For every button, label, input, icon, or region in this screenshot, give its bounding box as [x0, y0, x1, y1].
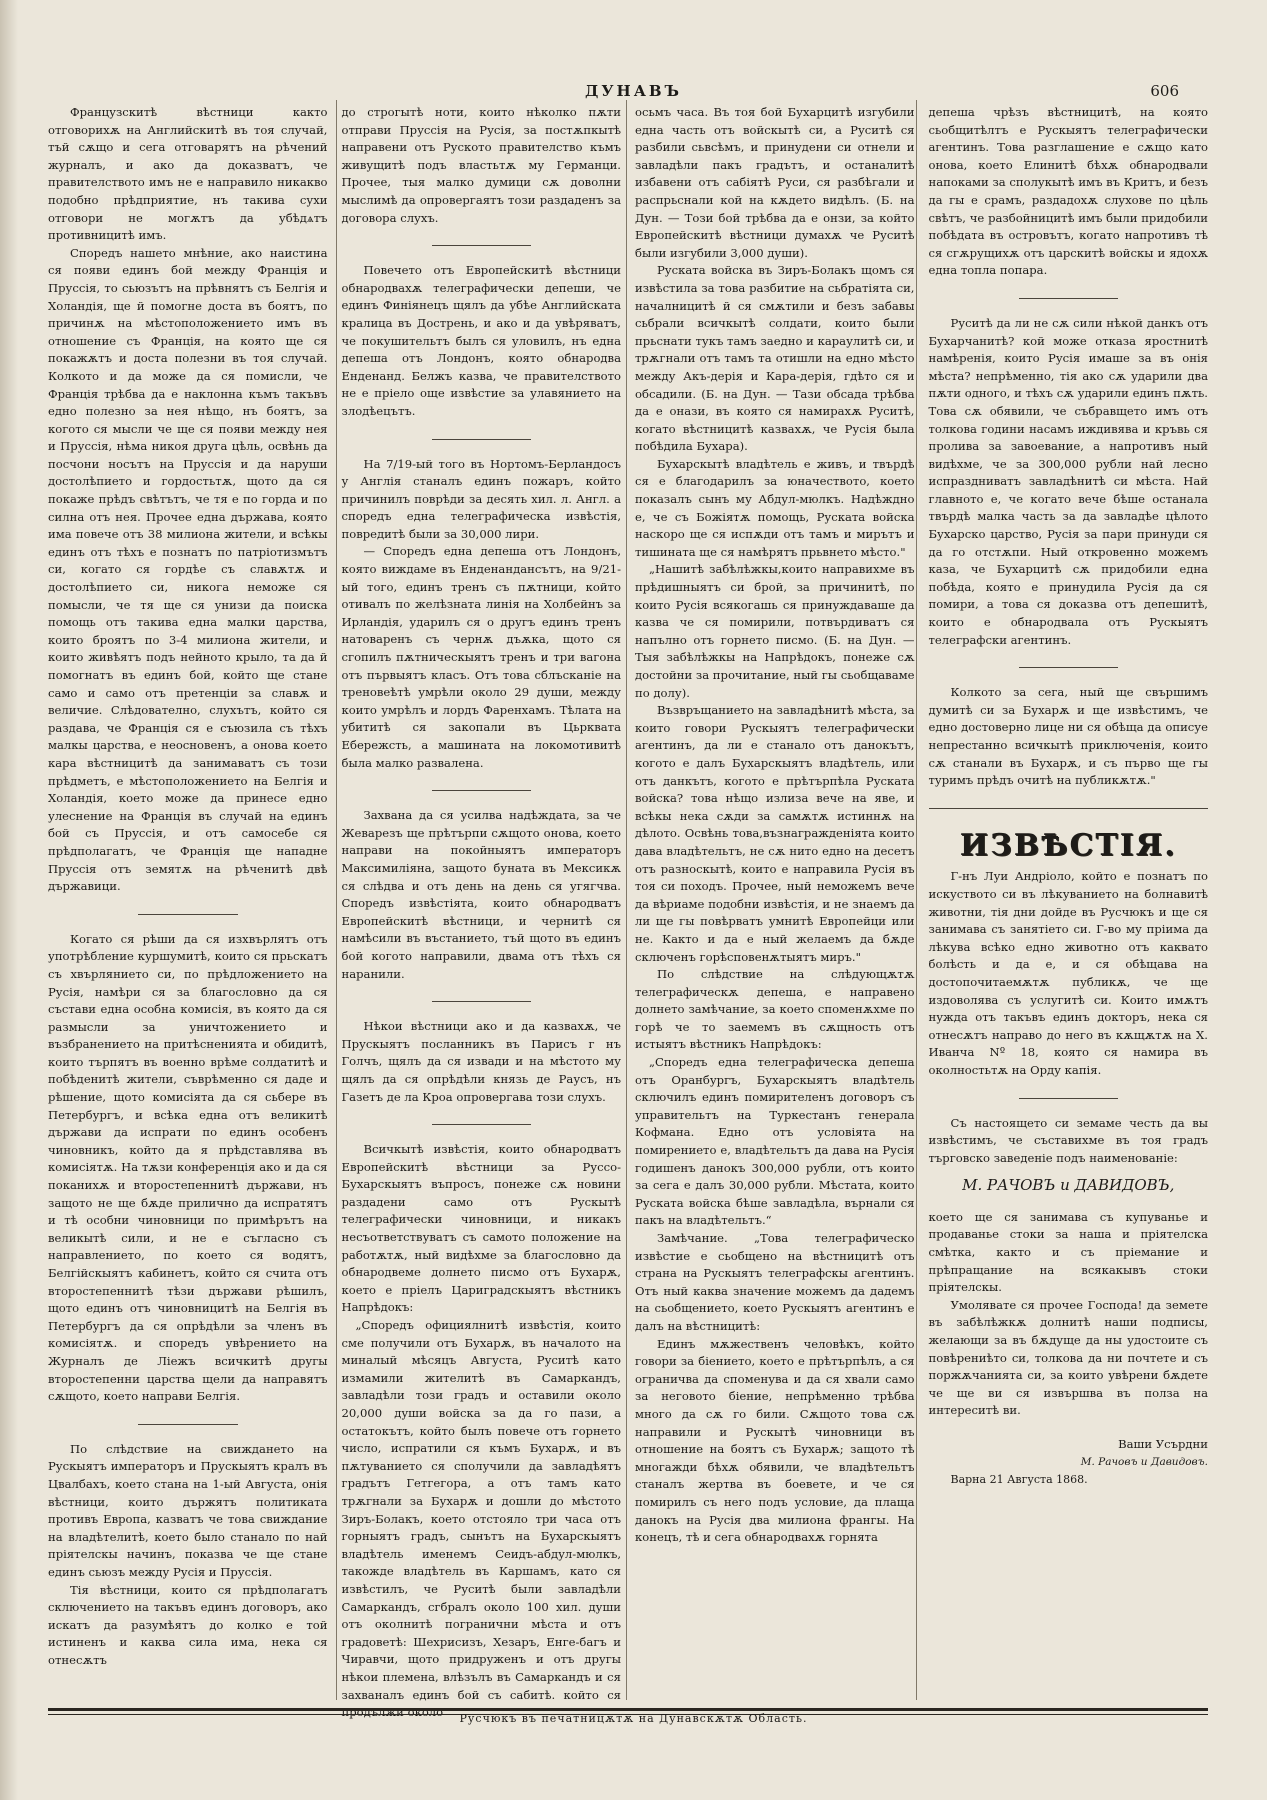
article-paragraph: По слѣдствие на слѣдующѫтѫ телеграфическѫ депеша, е направено долнето замѣчание, за което споменѫхме по горѣ че то заемемъ въ сѫщность отъ истыятъ вѣстникъ Напрѣдокъ: — [635, 967, 915, 1052]
article-paragraph: Единъ мѫжественъ человѣкъ, който говори за біението, което е прѣтърпѣлъ, а ся ограничва да споменува и да ся хвали само за неговото біение, непрѣменно трѣбва много да сѫ го били. Сѫщото това сѫ направили и Рускытѣ чиновници въ отношение на боятъ съ Бухарѫ; защото тѣ многажди бѣхѫ обявили, че владѣтельтъ станалъ жертва въ боевете, и че ся помирилъ съ него подъ условие, да плаща данокъ на Русія два милиона франгы. На конецъ, тѣ и сега обнародвахѫ горнята — [635, 1336, 915, 1545]
dateline: Варна 21 Августа 1868. — [950, 1473, 1088, 1487]
article-paragraph: Руситѣ да ли не сѫ сили нѣкой данкъ отъ Бухарчанитѣ? кой може отказа яростнитѣ намѣренія, които Русія имаше за въ онія мѣста? непрѣменно, тія ако сѫ ударили два пѫти одного, и тѣхъ сѫ ударили единъ пѫть. Това сѫ обявили, че събравщето имъ отъ толкова години насамъ иждивява и кръвь ся пролива за завоевание, а напротивъ ный видѣхме, че за 300,000 рубли най лесно испраздниватъ завладѣнитѣ си мѣста. Най главното е, че когато вече бѣше останала твърдѣ малка часть за да завладѣе цѣлото Бухарско царство, Русія за пари принуди ся да го отстѫпи. Ный откровенно можемъ каза, че Бухарцитѣ сѫ придобили една побѣда, която е принудила Русія да ся помири, а това ся доказва отъ депешитѣ, които е обнародвала отъ Рускыятъ телеграфски агентинъ. — [928, 315, 1208, 647]
article-divider — [138, 1424, 238, 1425]
article-divider — [1019, 298, 1119, 299]
article-paragraph: Повечето отъ Европейскитѣ вѣстници обнародвахѫ телеграфически депеши, че единъ Финіянецъ щялъ да убѣе Английската кралица въ Дострень, и ако и да увѣряватъ, че покушительтъ былъ ся уловилъ, нъ една депеша отъ Лондонъ, която обнародва Енденанд. Белжъ казва, че правителството не е пріело още извѣстие за улавянието на злодѣецътъ. — [341, 263, 621, 418]
printer-imprint: Русчюкъ въ печатницѫтѫ на Дунавскѫтѫ Область. — [459, 1712, 808, 1725]
column-separator — [916, 100, 917, 1700]
section-divider — [929, 808, 1209, 809]
article-divider — [432, 245, 532, 246]
article-paragraph: На 7/19-ый того въ Нортомъ-Берландосъ у Англія станалъ единъ пожаръ, който причинилъ поврѣди за десять хил. л. Англ. а споредъ една телеграфическа извѣстія, повредитѣ были за 30,000 лири. — [341, 456, 621, 541]
article-paragraph: Руската войска въ Зиръ-Болакъ щомъ ся извѣстила за това разбитие на сьбратіята си, началницитѣ й ся смѫтили и безъ забавы сьбрали всичкытѣ солдати, които были прьснати тукъ тамъ заедно и караулитѣ си, и трѫгнали отъ тамъ та отишли на едно мѣсто между Акъ-дерія и Кара-дерія, гдѣто ся и обсадили. (Б. на Дун. — Тази обсада трѣбва да е онази, въ която ся намирахѫ Руситѣ, когато вѣстницитѣ казвахѫ, че Русія была побѣдила Бухара). — [635, 263, 915, 454]
page-fold-shadow — [0, 0, 18, 1800]
column-separator — [336, 100, 337, 1700]
running-head — [48, 82, 1219, 104]
column-separator — [626, 100, 627, 1700]
page-number: 606 — [1150, 82, 1179, 100]
column-1 — [48, 104, 328, 1722]
article-paragraph: По слѣдствие на свиждането на Рускыятъ императоръ и Прускыятъ кралъ въ Цвалбахъ, което стана на 1-ый Августа, онія вѣстници, които държятъ политиката противъ Европа, казватъ че това свиждание на владѣтелитѣ, което было станало по най пріятелскы начинъ, показва че ще стане единъ сьюзъ между Русія и Пруссія. — [48, 1441, 328, 1579]
article-paragraph: — Споредъ една депеша отъ Лондонъ, която виждаме въ Енденандансътъ, на 9/21-ый того, единъ тренъ съ пѫтници, който отивалъ по желѣзната линія на Холбейнъ за Ирландія, ударилъ ся о другъ единъ тренъ натоваренъ съ чернѫ дъѫка, щото ся сгопилъ пѫтническыятъ тренъ и три вагона отъ първыятъ класъ. Отъ това сблъсканіе на треновеѣтѣ умрѣли около 29 души, между които умрѣлъ и лордъ Фаренхамъ. Тѣлата на убититѣ ся закопали въ Цьрквата Ебережсть, а машината на локомотивитѣ была малко развалена. — [341, 544, 621, 770]
article-paragraph: депеша чрѣзъ вѣстницитѣ, на която сьобщитѣлтъ е Рускыятъ телеграфически агентинъ. Това разглашение е сѫщо като онова, което Елинитѣ бѣхѫ обнародвали напоками за сполукытѣ имъ въ Критъ, и безъ да гы е срамъ, раздадохѫ слухове по цѣль свѣтъ, че разбойницитѣ имъ были придобили побѣдата въ островътъ, когато напротивъ тѣ ся сгѫрущихѫ отъ царскитѣ войскы и ядохѫ една топла попара. — [928, 105, 1208, 278]
notice-paragraph: Съ настоящето си земаме честь да вы извѣстимъ, че съставихме въ тоя градъ търговско заведеніе подъ наименованіе: — [928, 1115, 1208, 1165]
article-paragraph: Бухарскытѣ владѣтель е живъ, и твърдѣ ся е благодарилъ за юначеството, което показалъ сынъ му Абдул-мюлкъ. Надѣждно е, че съ Божіятѫ помощь, Руската войска наскоро ще ся испѫди отъ тамъ и мирътъ и тишината ще ся намѣрятъ прьвнето мѣсто." — [635, 456, 915, 559]
article-paragraph: „Споредъ една телеграфическа депеша отъ Оранбургъ, Бухарскыятъ владѣтель сключилъ единъ помирителенъ договоръ съ управительтъ на Туркестанъ генерала Кофмана. Едно отъ условіята на помирението е, владѣтельтъ да дава на Русія годишенъ данокъ 300,000 рубли, отъ които за сега е далъ 30,000 рубли. Мѣстата, които Руската войска бѣше завладѣла, върнали ся пакъ на владѣтельтъ.“ — [635, 1055, 915, 1228]
article-paragraph: Когато ся рѣши да ся изхвърлятъ отъ употрѣбление куршумитѣ, които ся прьскатъ съ хвърлянието си, по прѣдложението на Русія, намѣри ся за благословно да ся състави една особна комисія, въ която да ся размысли за уничтожението и възбранението на притѣсненията и обидитѣ, които търпятъ въ военно врѣме солдатитѣ и побѣденитѣ жители, съврѣменно ся даде и рѣшение, щото комисіята да ся сьбере въ Петербургъ, и всѣка една отъ великитѣ държави да испрати по единъ особенъ чиновникъ, който да я прѣдставлява въ комисіятѫ. На тѫзи конференція ако и да ся поканихѫ и второстепеннитѣ държави, нъ защото не ще бѫде прилично да испратятъ и тѣ особни чиновници по примѣрътъ на великытѣ сили, и не е съгласно съ направлението, по което ся водятъ, Белгійскыятъ кабинетъ, който ся счита отъ второстепеннитѣ тѣзи държави рѣшилъ, щото единъ отъ чиновницитѣ на Белгія въ Петербургъ да ся опрѣдѣли за членъ въ комисіятѫ. и споредъ увѣрението на Журналъ де Ліежъ всичкитѣ другы второстепенни царства щели да направятъ сѫщото, което направи Белгія. — [48, 931, 328, 1404]
article-paragraph: Възвръщанието на завладѣнитѣ мѣста, за които говори Рускыятъ телеграфически агентинъ, да ли е станало отъ данокътъ, когото е далъ Бухарскыятъ владѣтель, или отъ данкътъ, когото е прѣтърпѣла Руската войска? това нѣщо излиза вече на яве, и всѣкы нека сѫди за самѫтѫ истиннѫ на дѣлото. Освѣнь това,възнагражденіята които дава владѣтельтъ, не сѫ нито едно на десетъ отъ разноскытѣ, които е направила Русія въ тоя си походъ. Прочее, ный неможемъ вече да вѣриаме подобни извѣстія, и не знаемъ да ли ще гы повѣрватъ умнитѣ Европейци или не. Както и да е ный желаемъ да бѫде сключенъ горѣсповенѫтыятъ миръ." — [635, 703, 915, 964]
article-divider — [1019, 1098, 1119, 1099]
article-paragraph: Нѣкои вѣстници ако и да казвахѫ, че Прускыятъ посланникъ въ Парисъ г нъ Голчъ, щялъ да ся извади и на мѣстото му щялъ да ся опрѣдѣли князь де Раусъ, нъ Газетъ де ла Кроа опровергава този слухъ. — [341, 1019, 621, 1104]
signature-greeting: Ваши Усърдни — [1118, 1437, 1208, 1451]
article-paragraph: Захвана да ся усилва надѣждата, за че Жеварезъ ще прѣтърпи сѫщото онова, което направи на покойныятъ императоръ Максимиліяна, защото буната въ Мексикѫ ся слѣдва и отъ день на день ся угягчва. Споредъ извѣстіята, които обнародватъ Европейскитѣ вѣстници, и чернитѣ ся намѣсили въ въстанието, тъй щото въ единъ бой когото направили, двама отъ тѣхъ ся наранили. — [341, 808, 621, 981]
news-section-heading: ИЗВѢСТІЯ. — [959, 827, 1177, 863]
article-divider — [432, 439, 532, 440]
article-paragraph: до строгытѣ ноти, които нѣколко пѫти отправи Пруссія на Русія, за постѫпкытѣ направени отъ Руското правителство къмъ живущитѣ подъ властьтѫ му Германци. Прочее, тыя малко думици сѫ доволни мыслимѣ да опровергаятъ този раздаденъ за договора слухъ. — [341, 105, 621, 225]
article-divider — [138, 914, 238, 915]
notice-paragraph: Г-нъ Луи Андріоло, който е познатъ по искуството си въ лѣкуванието на болнавитѣ животни, тія дни дойде въ Русчюкъ и ще ся занимава съ занятіето си. Г-во му пріима да лѣкува всѣко едно животно отъ каквато болѣсть и да е, и ся обѣщава на достопочитаемѫтѫ публикѫ, че ще издоволява съ услугитѣ си. Които имѫтъ нужда отъ такъвъ единъ докторъ, нека ся отнесѫтъ направо до него въ кѫщѫтѫ на Х. Иванча Nº 18, която ся намира въ околностьтѫ на Орду капія. — [928, 869, 1208, 1077]
article-divider — [432, 790, 532, 791]
article-paragraph: Тія вѣстници, които ся прѣдполагатъ сключението на такъвъ единъ договоръ, ако искатъ да разумѣятъ до колко е той истиненъ и каква сила има, нека ся отнесѫтъ — [48, 1582, 328, 1667]
firm-name: М. РАЧОВЪ и ДАВИДОВЪ, — [962, 1176, 1175, 1195]
article-paragraph: Всичкытѣ извѣстія, които обнародватъ Европейскитѣ вѣстници за Руссо-Бухарскыятъ въпросъ, понеже сѫ новини раздадени само отъ Рускытѣ телеграфически чиновници, и никакъ несъответствуватъ съ самото положение на работѫтѫ, ный видѣхме за благословно да обнародвеме долнето писмо отъ Бухарѫ, което е пріелъ Цариградскыятъ вѣстникъ Напрѣдокъ: — [341, 1142, 621, 1315]
notice-paragraph: Умолявате ся прочее Господа! да земете въ забѣлѣжкѫ долнитѣ наши подписы, желающи за въ бѫдуще да ны удостоите съ повѣрениѣто си, толкова да ни почтете и съ поржѫчанията си, за които увѣрени бѫдете че ще ви ся извършва въ полза на интереситѣ ви. — [928, 1297, 1208, 1418]
article-paragraph: Французскитѣ вѣстници както отговорихѫ на Английскитѣ въ тоя случай, тъй сѫщо и сега отговарятъ на рѣчений журналъ, и ако да доказватъ, че правителството имъ не е направило никакво подобно прѣдприятие, нъ такива сухи отговори не могѫтъ да убѣдѧтъ противницитѣ имъ. — [48, 105, 328, 243]
newspaper-title: ДУНАВЪ — [585, 82, 682, 100]
article-paragraph: „Нашитѣ забѣлѣжкы,които направихме въ прѣдишныятъ си брой, за причинитѣ, по които Русія всякогашь ся принуждаваше да казва че ся помирили, потвърдиватъ ся напълно отъ горнето писмо. (Б. на Дун. — Тыя забѣлѣжкы на Напрѣдокъ, понеже сѫ достойни за прочитание, ный гы сьобщаваме по долу). — [635, 562, 915, 700]
column-4 — [929, 104, 1209, 1722]
article-divider — [432, 1001, 532, 1002]
column-3 — [635, 104, 915, 1722]
column-2 — [342, 104, 622, 1722]
article-paragraph: Споредъ нашето мнѣние, ако наистина ся появи единъ бой между Франція и Пруссія, то сьюзътъ на прѣвнятъ съ Белгія и Холандія, ще й помогне доста въ боятъ, по причинѫ на мѣстоположението имъ въ отношение съ Франція, на която ще ся покажѫтъ и доста полезни въ тоя случай. Колкото и да може да ся помисли, че Франція трѣбва да е наклонна къмъ такъвъ едно полезно за нея нѣщо, нъ боятъ, за когото ся мысли че ще ся появи между нея и Пруссія, нѣма никоя друга цѣль, освѣнь да посчони носътъ на Пруссія и да наруши достолѣпието и гордостьтѫ, щото да ся покаже прѣдъ свѣтътъ, че тя е по горда и по силна отъ нея. Прочее една държава, която има повече отъ 38 милиона жители, и всѣкы единъ отъ тѣхъ е познатъ по патріотизмътъ си, когато ся гордѣе съ славѫтѫ и достолѣпието си, никога неможе ся помысли, че тя ще ся унизи да поиска помощь отъ такива една малки царства, които броятъ по 3-4 милиона жители, и които живѣятъ подъ нейното крыло, та да й помогнатъ въ единъ бой, който ще стане само и само отъ претенціи за славѫ и величие. Слѣдователно, слухътъ, който ся раздава, че Франція ся е съюзила съ тѣхъ малкы царства, е неосновенъ, а онова което кара вѣстницитѣ да занимаватъ съ този прѣдметъ, е мѣстоположението на Белгія и Холандія, което може да принесе едно улеснение на Франція въ случай на единъ бой съ Пруссія, и отъ самосебе ся прѣдполагатъ, че Франція ще нападне Пруссія отъ земятѫ на рѣченитѣ двѣ държавици. — [48, 245, 328, 894]
article-paragraph: Колкото за сега, ный ще свършимъ думитѣ си за Бухарѫ и ще извѣстимъ, че едно достоверно лице ни ся обѣща да описуе непрестанно всичкытѣ приключенія, които сѫ станали въ Бухарѫ, и съ първо ще гы туримъ прѣдъ очитѣ на публикѫтѫ." — [928, 685, 1208, 788]
article-paragraph: осьмъ часа. Въ тоя бой Бухарцитѣ изгубили една часть отъ войскытѣ си, а Руситѣ ся разбили сьвсѣмъ, и принудени си отнели и завладѣли пакъ градътъ, и останалитѣ избавени отъ сабіятѣ Руси, ся разбѣгали и распрьснали кой на кѫдето видѣлъ. (Б. на Дун. — Този бой трѣбва да е онзи, за който Европейскитѣ вѣстници думахѫ че Руситѣ были изгубили 3,000 души). — [635, 105, 915, 260]
signature-name: М. Рачовъ и Давидовъ. — [1080, 1455, 1208, 1468]
footer-rule-thick — [48, 1708, 1208, 1711]
article-paragraph: „Споредъ официялнитѣ извѣстія, които сме получили отъ Бухарѫ, въ началото на миналый мѣсяцъ Августа, Руситѣ като измамили жителитѣ въ Самаркандъ, завладѣли този градъ и оставили около 20,000 души войска за да го пази, а остатокътъ, който былъ повече отъ горнето число, испратили ся къмъ Бухарѫ, и въ пѫтуванието ся сполучили да завладѣятъ градътъ Гетгегора, а отъ тамъ като трѫгнали за Бухарѫ и дошли до мѣстото Зиръ-Болакъ, което отстояло три часа отъ горныятъ градъ, сынътъ на Бухарскыятъ владѣтель именемъ Сеидъ-абдул-мюлкъ, такожде владѣтель въ Каршамъ, като ся извѣстилъ, че Руситѣ были завладѣли Самаркандъ, сгбралъ около 100 хил. души отъ околнитѣ погранични мѣста и отъ градоветѣ: Шехрисизъ, Хезаръ, Енге-багъ и Чиравчи, щото придруженъ и отъ другы нѣкои племена, влѣзълъ въ Самаркандъ и ся захваналъ единъ бой съ сабитѣ. който ся продължи около — [341, 1318, 621, 1720]
article-paragraph: Замѣчание. „Това телеграфическо извѣстие е сьобщено на вѣстницитѣ отъ страна на Рускыятъ телеграфскы агентинъ. Отъ ный каква значение можемъ да дадемъ на сьобщението, което Рускыятъ агентинъ е далъ на вѣстницитѣ: — [635, 1231, 915, 1333]
notice-paragraph: което ще ся занимава съ купуванье и продаванье стоки за наша и пріятелска смѣтка, както и съ пріемание и прѣпращание на всякакывъ стоки пріятелскы. — [928, 1209, 1208, 1295]
article-divider — [1019, 667, 1119, 668]
article-divider — [432, 1124, 532, 1125]
